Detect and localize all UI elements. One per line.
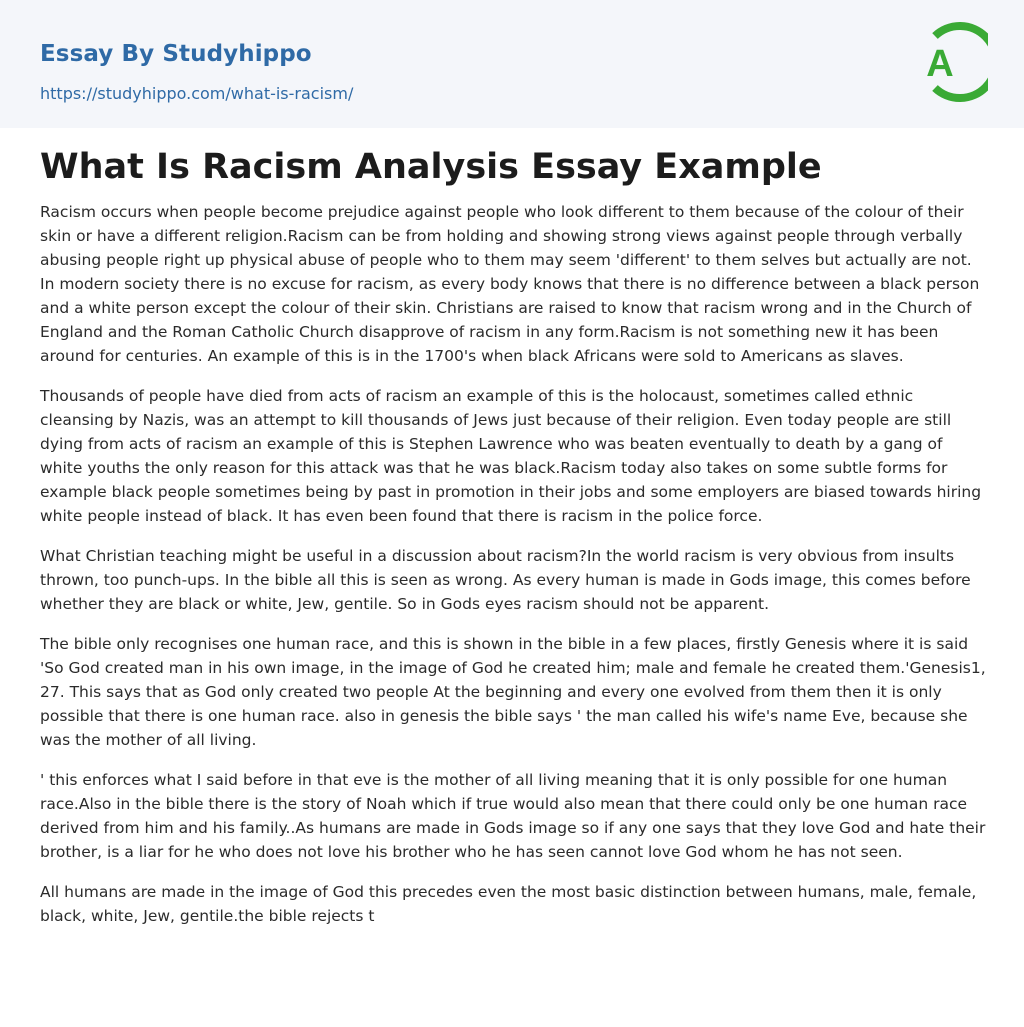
article-paragraph-2: Thousands of people have died from acts of racism an example of this is the holocaust, sometimes called ethnic cleansing by Nazis, was an attempt to kill thousands of Jews just because of their religion. Even today people are still dying from acts of racism an example of this is Stephen Lawrence who was beaten eventually to death by a gang of white youths the only reason for this attack was that he was black.Racism today also takes on some subtle forms for example black people sometimes being by past in promotion in their jobs and some employers are biased towards hiring white people instead of black. It has even been found that there is racism in the police force. [40,387,982,525]
source-url-link[interactable]: https://studyhippo.com/what-is-racism/ [40,84,354,103]
page-title: What Is Racism Analysis Essay Example [40,147,822,187]
logo-letter: A [926,43,954,85]
site-brand[interactable]: Essay By Studyhippo [40,41,312,67]
article-paragraph-5: ' this enforces what I said before in that eve is the mother of all living meaning that it is only possible for one human race.Also in the bible there is the story of Noah which if true would also mean that there could only be one human race derived from him and his family..As humans are made in Gods image so if any one says that they love God and hate their brother, is a liar for he who does not love his brother who he has seen cannot love God whom he has not seen. [40,771,986,861]
article [40,146,986,944]
article-paragraph-6: All humans are made in the image of God this precedes even the most basic distinction between humans, male, female, black, white, Jew, gentile.the bible rejects t [40,883,977,925]
article-paragraph-1: Racism occurs when people become prejudice against people who look different to them because of the colour of their skin or have a different religion.Racism can be from holding and showing strong views against people through verbally abusing people right up physical abuse of people who to them may seem 'different' to them selves but actually are not. In modern society there is no excuse for racism, as every body knows that there is no difference between a black person and a white person except the colour of their skin. Christians are raised to know that racism wrong and in the Church of England and the Roman Catholic Church disapprove of racism in any form.Racism is not something new it has been around for centuries. An example of this is in the 1700's when black Africans were sold to Americans as slaves. [40,203,980,365]
site-header [0,0,1024,128]
studyhippo-logo-icon[interactable] [912,18,988,106]
article-paragraph-4: The bible only recognises one human race, and this is shown in the bible in a few places, firstly Genesis where it is said 'So God created man in his own image, in the image of God he created him; male and female he created them.'Genesis1, 27. This says that as God only created two people At the beginning and every one evolved from them then it is only possible that there is one human race. also in genesis the bible says ' the man called his wife's name Eve, because she was the mother of all living. [40,635,986,749]
article-paragraph-3: What Christian teaching might be useful in a discussion about racism?In the world racism is very obvious from insults thrown, too punch-ups. In the bible all this is seen as wrong. As every human is made in Gods image, this comes before whether they are black or white, Jew, gentile. So in Gods eyes racism should not be apparent. [40,547,971,613]
